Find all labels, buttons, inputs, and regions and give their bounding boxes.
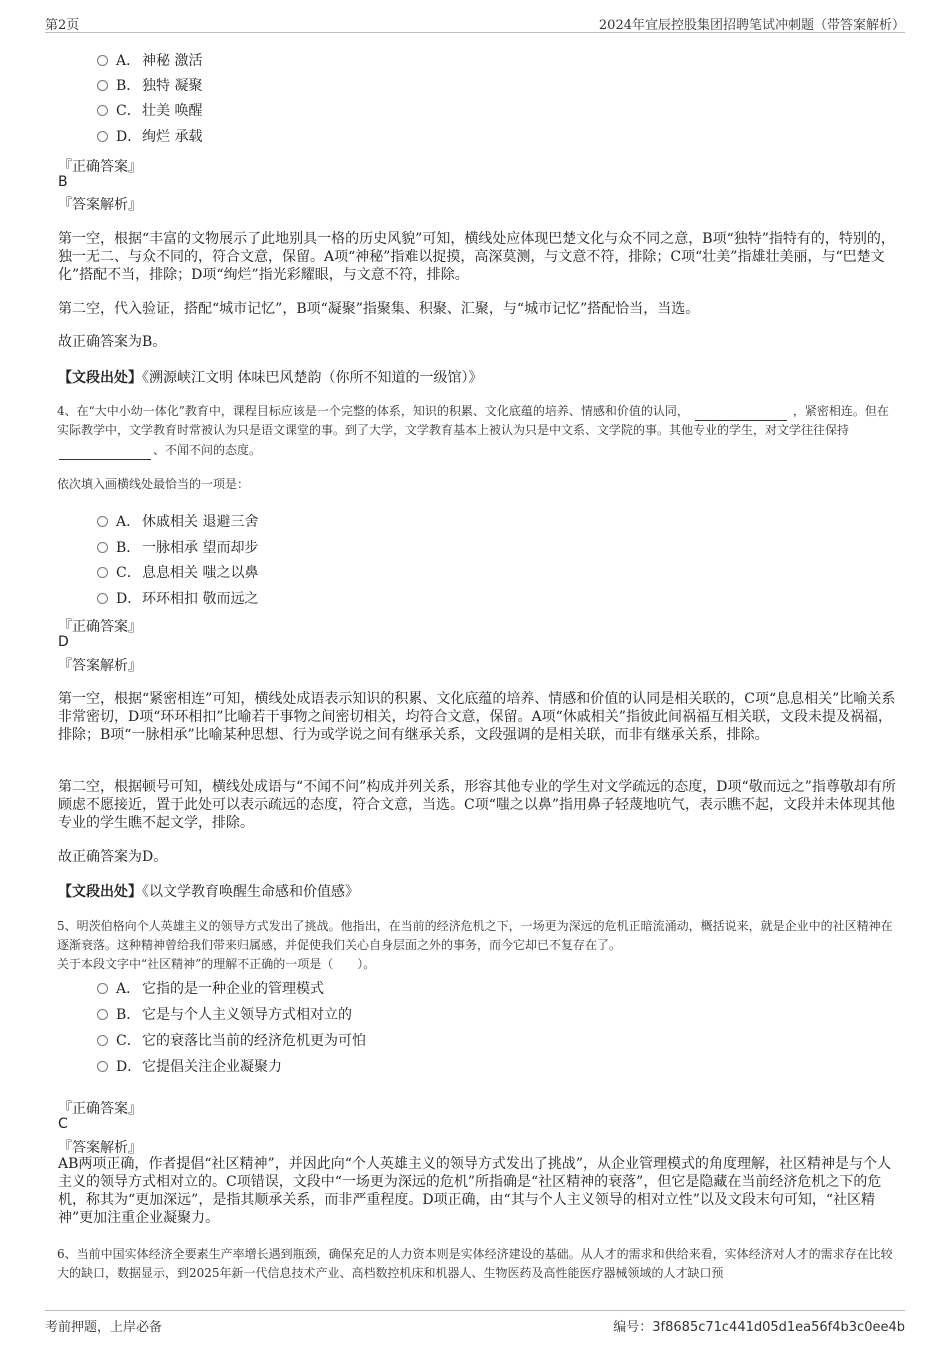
q5-option-c[interactable]: C．它的衰落比当前的经济危机更为可怕 bbox=[97, 1030, 366, 1050]
radio-icon[interactable] bbox=[97, 516, 108, 527]
radio-icon[interactable] bbox=[97, 983, 108, 994]
page-header bbox=[45, 10, 905, 32]
radio-icon[interactable] bbox=[97, 55, 108, 66]
q4-answer: D bbox=[58, 634, 69, 650]
q4-analysis-1: 第一空，根据“紧密相连”可知，横线处成语表示知识的积累、文化底蕴的培养、情感和价值的认同是相关联的，C项“息息相关”比喻关系非常密切，D项“环环相扣”比喻若干事物之间密切相关，均符合文意，保留。A项“休戚相关”指彼此间祸福互相关联，文段未提及祸福，排除；B项“一脉相承”比喻某种思想、行为或学说之间有继承关系，文段强调的是相关联，而非有继承关系，排除。 bbox=[58, 691, 896, 743]
q5-prompt: 关于本段文字中“社区精神”的理解不正确的一项是（ ）。 bbox=[57, 957, 376, 971]
q4-option-d[interactable]: D．环环相扣 敬而远之 bbox=[97, 588, 258, 608]
radio-icon[interactable] bbox=[97, 1035, 108, 1046]
q4-option-b[interactable]: B． 一脉相承 望而却步 bbox=[97, 537, 258, 557]
analysis-label: 『答案解析』 bbox=[58, 197, 142, 213]
radio-icon[interactable] bbox=[97, 1009, 108, 1020]
footer-divider bbox=[45, 1310, 905, 1311]
radio-icon[interactable] bbox=[97, 80, 108, 91]
q3-analysis-3: 故正确答案为B。 bbox=[58, 334, 167, 350]
q5-option-d[interactable]: D．它提倡关注企业凝聚力 bbox=[97, 1056, 282, 1076]
q4-option-c[interactable]: C．息息相关 嗤之以鼻 bbox=[97, 562, 258, 582]
header-divider bbox=[45, 32, 905, 33]
q5-option-b[interactable]: B． 它是与个人主义领导方式相对立的 bbox=[97, 1004, 352, 1024]
q4-analysis-3: 故正确答案为D。 bbox=[58, 849, 168, 865]
q4-analysis-2: 第二空，根据顿号可知，横线处成语与“不闻不问”构成并列关系，形容其他专业的学生对文学疏远的态度，D项“敬而远之”指尊敬却有所顾虑不愿接近，置于此处可以表示疏远的态度，符合文意，当选。C项“嗤之以鼻”指用鼻子轻蔑地吭气，表示瞧不起，文段并未体现其他专业的学生瞧不起文学，排除。 bbox=[58, 779, 896, 831]
page-number: 第2页 bbox=[45, 18, 80, 33]
q3-option-c[interactable]: C．壮美 唤醒 bbox=[97, 100, 202, 120]
radio-icon[interactable] bbox=[97, 105, 108, 116]
analysis-label: 『答案解析』 bbox=[58, 658, 142, 674]
q4-stem: 4、在“大中小幼一体化”教育中，课程目标应该是一个完整的体系，知识的积累、文化底蕴的培养、情感和价值的认同， ，紧密相连。但在实际教学中，文学教育时常被认为只是语文课堂的事。到了大学，文学教育基本上被认为只是中文系、文学院的事。其他专业的学生，对文学往往保持 、不闻不问的态度。 bbox=[57, 401, 899, 460]
analysis-label: 『答案解析』 bbox=[58, 1140, 142, 1156]
q6-stem: 6、当前中国实体经济全要素生产率增长遇到瓶颈，确保充足的人力资本则是实体经济建设的基础。从人才的需求和供给来看，实体经济对人才的需求存在比较大的缺口，数据显示，到2025年新一代信息技术产业、高档数控机床和机器人、生物医药及高性能医疗器械领域的人才缺口预 bbox=[57, 1247, 893, 1280]
q3-option-a[interactable]: A． 神秘 激活 bbox=[97, 50, 202, 70]
q4-option-a[interactable]: A． 休戚相关 退避三舍 bbox=[97, 511, 258, 531]
q3-source: 【文段出处】《溯源峡江文明 体味巴风楚韵（你所不知道的一级馆）》 bbox=[58, 370, 483, 386]
q3-option-d[interactable]: D．绚烂 承载 bbox=[97, 126, 202, 146]
blank-line bbox=[695, 401, 787, 421]
radio-icon[interactable] bbox=[97, 1061, 108, 1072]
q3-analysis-2: 第二空，代入验证，搭配“城市记忆”，B项“凝聚”指聚集、积聚、汇聚，与“城市记忆”搭配恰当，当选。 bbox=[58, 301, 700, 317]
q3-analysis-1: 第一空，根据“丰富的文物展示了此地别具一格的历史风貌”可知，横线处应体现巴楚文化与众不同之意，B项“独特”指特有的，特别的，独一无二、与众不同的，符合文意，保留。A项“神秘”指难以捉摸，高深莫测，与文意不符，排除；C项“壮美”指雄壮美丽，与“巴楚文化”搭配不当，排除；D项“绚烂”指光彩耀眼，与文意不符，排除。 bbox=[58, 231, 895, 283]
blank-line bbox=[59, 440, 151, 460]
q3-option-b[interactable]: B． 独特 凝聚 bbox=[97, 75, 202, 95]
q5-stem: 5、明茨伯格向个人英雄主义的领导方式发出了挑战。他指出，在当前的经济危机之下，一场更为深远的危机正暗流涌动，概括说来，就是企业中的社区精神在逐渐衰落。这种精神曾给我们带来归属感，并促使我们关心自身层面之外的事务，而今它却已不复存在了。 bbox=[57, 919, 893, 952]
radio-icon[interactable] bbox=[97, 131, 108, 142]
document-id: 编号：3f8685c71c441d05d1ea56f4b3c0ee4b bbox=[613, 1320, 905, 1335]
q4-prompt: 依次填入画横线处最恰当的一项是： bbox=[57, 477, 250, 491]
radio-icon[interactable] bbox=[97, 567, 108, 578]
q5-analysis: AB两项正确，作者提倡“社区精神”，并因此向“个人英雄主义的领导方式发出了挑战”，从企业管理模式的角度理解，社区精神是与个人主义的领导方式相对立的。C项错误，文段中“一场更为深远的危机”所指确是“社区精神的衰落”，但它是隐藏在当前经济危机之下的危机，称其为“更加深远”，是指其顺承关系，而非严重程度。D项正确，由“其与个人主义领导的相对立性”以及文段末句可知，“社区精神”更加注重企业凝聚力。 bbox=[58, 1156, 892, 1226]
q4-source: 【文段出处】《以文学教育唤醒生命感和价值感》 bbox=[58, 884, 359, 900]
correct-answer-label: 『正确答案』 bbox=[58, 619, 142, 635]
document-title: 2024年宜辰控股集团招聘笔试冲刺题（带答案解析） bbox=[598, 18, 905, 33]
correct-answer-label: 『正确答案』 bbox=[58, 159, 142, 175]
q5-option-a[interactable]: A． 它指的是一种企业的管理模式 bbox=[97, 978, 324, 998]
radio-icon[interactable] bbox=[97, 542, 108, 553]
radio-icon[interactable] bbox=[97, 593, 108, 604]
q3-answer: B bbox=[58, 174, 68, 190]
correct-answer-label: 『正确答案』 bbox=[58, 1101, 142, 1117]
footer-slogan: 考前押题，上岸必备 bbox=[45, 1320, 163, 1335]
q5-answer: C bbox=[58, 1116, 68, 1132]
